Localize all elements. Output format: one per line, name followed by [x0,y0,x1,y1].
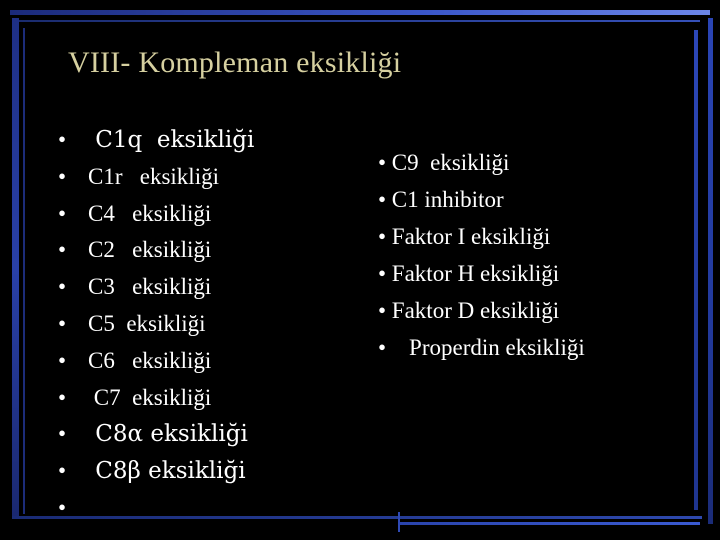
list-item [58,453,254,490]
list-item: • Faktor D eksikliği [378,298,560,323]
bullet-icon: • [58,421,67,447]
frame-right-bar [708,18,713,524]
list-item-text: C5 eksikliği [88,310,206,336]
bullet-icon: • [58,458,67,484]
left-deficiency-list [58,122,254,527]
list-item [58,122,254,159]
slide-title: VIII- Kompleman eksikliği [68,46,402,79]
list-item [58,306,254,343]
list-item-text: C1q eksikliği [88,127,255,153]
frame-right-inner-bar [694,30,698,510]
bullet-icon: • [58,200,67,226]
bullet-icon: • [58,310,67,336]
list-item: • C9 eksikliği [378,150,510,175]
list-item-text: C2 eksikliği [88,237,212,263]
list-item-text: C7 eksikliği [88,384,212,410]
list-item-text: C6 eksikliği [88,347,212,373]
frame-top-inner-bar [14,20,700,22]
list-item [58,196,254,233]
frame-top-bar [10,10,710,15]
list-item [58,159,254,196]
list-item [58,343,254,380]
list-item-text: C3 eksikliği [88,274,212,300]
list-item [58,232,254,269]
list-item: • Faktor H eksikliği [378,261,560,286]
bullet-icon: • [58,237,67,263]
bullet-icon: • [58,274,67,300]
bullet-icon: • [58,494,67,520]
right-deficiency-list [378,144,585,366]
list-item: • Properdin eksikliği [378,335,585,360]
list-item-text: C4 eksikliği [88,200,212,226]
list-item-text: C8β eksikliği [88,458,246,485]
bullet-icon: • [58,384,67,410]
frame-left-inner-bar [23,28,25,514]
list-item-text: C8α eksikliği [88,421,248,448]
list-item: • Faktor I eksikliği [378,224,551,249]
list-item [58,380,254,417]
list-item [58,269,254,306]
bullet-icon: • [58,163,67,189]
frame-bottom-accent-bar [400,522,700,525]
bullet-icon: • [58,127,67,152]
list-item: • C1 inhibitor [378,187,504,212]
bullet-icon: • [58,347,67,373]
frame-bottom-tick [398,512,400,532]
frame-left-bar [12,18,19,518]
list-item [58,416,254,453]
list-item [58,490,254,527]
list-item-text: C1r eksikliği [88,163,219,189]
